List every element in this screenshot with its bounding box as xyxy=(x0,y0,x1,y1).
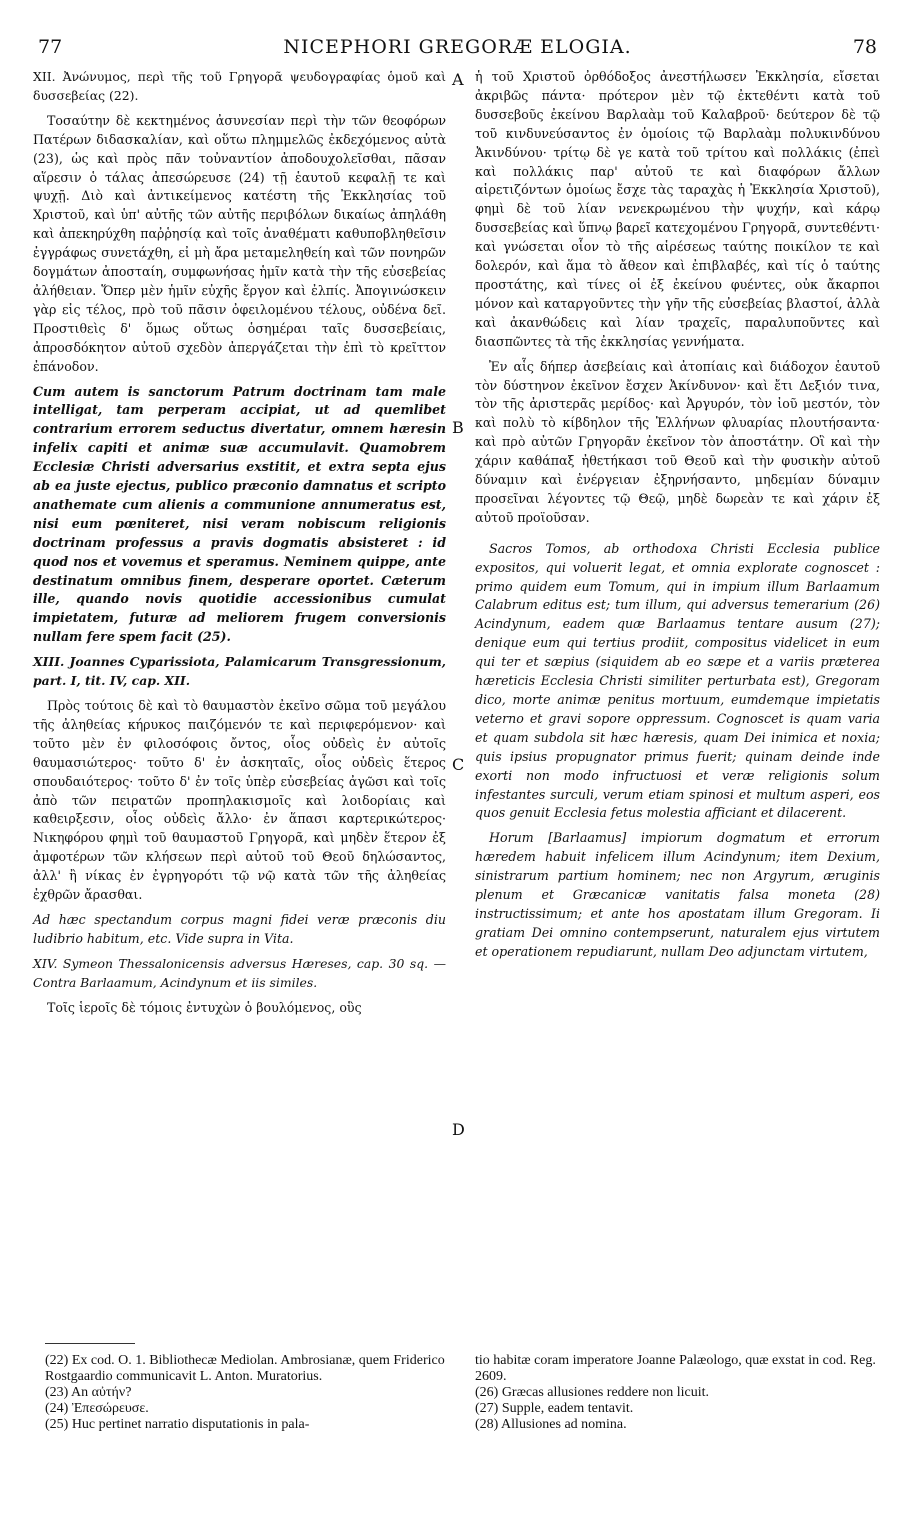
right-greek-paragraph-2: Ἐν αἷς δήπερ ἀσεβείαις καὶ ἀτοπίαις καὶ διάδοχον ἑαυτοῦ τὸν δύστηνον ἐκεῖνον ἔσχεν Ἀκίνδυνον· καὶ ἔτι Δεξιόν τινα, τὸν τῆς ἀριστερᾶς μερίδος· καὶ Ἀργυρόν, τὸν ἰοῦ μεστόν, τὸν καὶ πολὺ τὸ κίβδηλον τῆς Ἑλλήνων φλυαρίας πλουτήσαντα· καὶ πρὸ αὐτῶν Γρηγορᾶν ἐκεῖνον τὸν ἀποστάτην. Οἳ καὶ τὴν χάριν καθάπαξ ἠθετήκασι τοῦ Θεοῦ καὶ τὴν φυσικὴν αὐτοῦ δύναμιν καὶ ἐνέργειαν ἐξηρνήσαντο, μηδεμίαν δύναμιν προσεῖναι λέγοντες τῷ Θεῷ, μηδὲ δωρεὰν τε καὶ χάριν ἐξ αὐτοῦ προϊοῦσαν. xyxy=(475,358,880,525)
right-latin-paragraph-2: Horum [Barlaamus] impiorum dogmatum et errorum hæredem habuit infelicem illum Acindynum; item Dexium, sinistrarum partium hominem; nec non Argyrum, æruginis plenum et Græcanicæ vanitatis falsa moneta (28) instructissimum; et ante hos apostatam illum Gregoram. Ii gratiam Dei omnino contempserunt, naturalem ejus virtutem et operationem repudiarunt, nullam Deo adjunctam virtutem, xyxy=(475,830,880,959)
section-14-heading: XIV. Symeon Thessalonicensis adversus Hæreses, cap. 30 sq. — Contra Barlaamum, Acindynum et iis similes. xyxy=(33,955,446,990)
footnote-rule xyxy=(45,1343,135,1344)
margin-letter-d: D xyxy=(452,1120,465,1139)
footnotes-right xyxy=(475,1353,885,1433)
section-13-greek-text: Πρὸς τούτοις δὲ καὶ τὸ θαυμαστὸν ἐκεῖνο σῶμα τοῦ μεγάλου τῆς ἀληθείας κήρυκος παιζόμενόν τε καὶ περιφερόμενον· καὶ τοῦτο μὲν ἐν φιλοσόφοις ὄντος, οἷος οὐδεὶς ἐν αὐτοῖς θαυμασιώτερος· τοῦτο δ' ἐν ἀσκηταῖς, οἷος οὐδεὶς ἕτερος σπουδαιότερος· τοῦτο δ' ἐν τοῖς ὑπὲρ εὐσεβείας ἀγῶσι καὶ τοῖς ἀπὸ τῶν πειρατῶν προπηλακισμοῖς καὶ λοιδορίαις καὶ καθειρξεσιν, οἷος οὐδεὶς ἄλλο· ἐν ἅπασι καρτερικώτερος· Νικηφόρου φημὶ τοῦ θαυμαστοῦ Γρηγορᾶ, καὶ μηδὲν ἕτερον ἐξ ἀμφοτέρων τῶν κλήσεων περὶ αὐτοῦ τοῦ Θεοῦ δηλώσαντος, ἀλλ' ἢ νίκας ἐν ἐγρηγορότι τῷ νῷ κατὰ τῶν τῆς ἀληθείας ἐχθρῶν ἄρασθαι. xyxy=(33,698,446,903)
margin-letter-c: C xyxy=(452,755,465,774)
footnote-22: (22) Ex cod. O. 1. Bibliothecæ Mediolan. Ambrosianæ, quem Friderico Rostgaardio communicavit L. Anton. Muratorius. xyxy=(45,1353,445,1384)
footnotes-left xyxy=(45,1353,450,1433)
right-latin-paragraph-1: Sacros Tomos, ab orthodoxa Christi Ecclesia publice expositos, qui voluerit legat, et omnia explorate cognoscet : primo quidem eum Tomum, qui in impium illum Barlaamum Calabrum editus est; tum illum, qui adversus temerarium (26) Acindynum, eadem quæ Barlaamus tentare ausum (27); denique eum qui tertius prodiit, compositus videlicet in eum qui ter et sæpius (siquidem ab eo sæpe et a variis præterea hæreticis Ecclesia Christi similiter perturbata est), Gregoram dico, morte animæ penitus mortuum, eumdemque impietatis veterno et gravi sopore oppressum. Cognoscet is quam varia et quam subdola sit hæc hæresis, quam Dei inimica et noxia; quis ipsius propugnator primus fuerit; quinam deinde inde exorti non modo infructuosi et veræ religionis solum infestantes surculi, verum etiam spinosi et multum asperi, eos quos genuit Ecclesia fetus molestia afficiant et dilacerent. xyxy=(475,540,880,821)
footnote-25: (25) Huc pertinet narratio disputationis in pala- xyxy=(45,1417,310,1432)
margin-letter-a: A xyxy=(452,70,464,89)
section-12-latin-text: Cum autem is sanctorum Patrum doctrinam tam male intelligat, tam perperam accipiat, ut ad quemlibet contrarium errorem seductus divertatur, omnem hæresin infelix capiti et animæ suæ accumulavit. Quamobrem Ecclesiæ Christi adversarius exstitit, et extra septa ejus ab ea juste ejectus, publico præconio damnatus et scripto anathemate cum alienis a communione annumeratus est, nisi eum pœniteret, nisi veram nobiscum religionis doctrinam professus a pravis dogmatis absisteret : id quod nos et vovemus et speramus. Neminem quippe, ante destinatum omnibus finem, desperare oportet. Cæterum ille, quando novis quotidie accessionibus cumulat impietatem, futuræ ad meliorem frugem conversionis nullam fere spem facit (25). xyxy=(33,383,446,645)
left-column xyxy=(33,68,446,1024)
section-14-greek-text: Τοῖς ἱεροῖς δὲ τόμοις ἐντυχὼν ὁ βουλόμενος, οὓς xyxy=(47,999,362,1015)
right-column xyxy=(475,68,880,968)
section-12-greek-text: Τοσαύτην δὲ κεκτημένος ἀσυνεσίαν περὶ τὴν τῶν θεοφόρων Πατέρων διδασκαλίαν, καὶ οὕτω πλημμελῶς ἐκδεχόμενος αὐτὰ (23), ὡς καὶ πρὸς πᾶν τοὐναντίον ἀποδουχολεῖσθαι, πᾶσαν αἵρεσιν ὁ τάλας ἀπεσώρευσε (24) τῇ ἑαυτοῦ κεφαλῇ τε καὶ ψυχῇ. Διὸ καὶ ἀντικείμενος κατέστη τῆς Ἐκκλησίας τοῦ Χριστοῦ, καὶ ὑπ' αὐτῆς τῶν αὐτῆς περιβόλων δικαίως ἀπηλάθη καὶ ἀπεκηρύχθη παῤῥησίᾳ καὶ τοῖς ἀναθέματι καθυποβληθεῖσιν ἐγγράφως συνετάχθη, εἰ μὴ ἄρα μεταμεληθείη καὶ τῶν πονηρῶν δογμάτων ἀποσταίη, συμφωνήσας ἡμῖν κατὰ τὴν τῆς εὐσεβείας ἀλήθειαν. Ὅπερ μὲν ἡμῖν εὐχῆς ἔργον καὶ ἐλπίς. Ἀπογινώσκειν γὰρ εἰς τέλος, πρὸ τοῦ πᾶσιν ὀφειλομένου τέλους, οὐδένα δεῖ. Προστιθεὶς δ' ὅμως οὕτως ὁσημέραι ταῖς δυσσεβείαις, ἀπροσδόκητον αὐτοῦ σχεδὸν ἀπεργάζεται τὴν ἐπὶ τὸ κρεῖττον ἐπάνοδον. xyxy=(33,112,446,374)
footnote-27: (27) Supple, eadem tentavit. xyxy=(475,1401,634,1416)
footnote-23: (23) An αὐτήν? xyxy=(45,1385,132,1400)
running-title: NICEPHORI GREGORÆ ELOGIA. xyxy=(283,36,632,58)
margin-letter-b: B xyxy=(452,418,464,437)
section-12-heading: XII. Ἀνώνυμος, περὶ τῆς τοῦ Γρηγορᾶ ψευδογραφίας ὁμοῦ καὶ δυσσεβείας (22). xyxy=(33,69,446,103)
right-greek-paragraph-1: ἡ τοῦ Χριστοῦ ὀρθόδοξος ἀνεστήλωσεν Ἐκκλησία, εἴσεται ἀκριβῶς πάντα· πρότερον μὲν τῷ ἐκτεθέντι κατὰ τοῦ δυσσεβοῦς ἐκείνου Βαρλαὰμ τοῦ Καλαβροῦ· δεύτερον δὲ τῷ τοῦ κινδυνεύσαντος ἐν ὁμοίοις τῷ Βαρλαὰμ πολυκινδύνου Ἀκινδύνου· τρίτῳ δὲ γε κατὰ τοῦ τρίτου καὶ πολλάκις (ἐπεὶ καὶ πολλάκις παρ' αὐτοῦ τε καὶ διαφόρων ἄλλων αἱρετιζόντων ὁμοίως ἔσχε τὰς ταραχὰς ἡ Ἐκκλησία Χριστοῦ), φημὶ δὲ τοῦ λίαν νενεκρωμένου τὴν ψυχήν, καὶ κάρῳ δυσσεβείας καὶ ὕπνῳ βαρεῖ κατεχομένου Γρηγορᾶ, συντεθέντι· καὶ γνώσεται οἷον τὸ τῆς αἱρέσεως ταύτης ποικίλον τε καὶ δολερόν, καὶ ἅμα τὸ ἄθεον καὶ ἐπιβλαβές, καὶ τίς ὁ ταύτης προστάτης, καὶ τίνες οἱ ἐξ ἐκείνου φυέντες, οὐκ ἄκαρποι μόνον καὶ καταργοῦντες τὴν γῆν τῆς εὐσεβείας βλαστοί, ἀλλὰ καὶ ἀκανθώδεις καὶ λίαν τραχεῖς, παραλυποῦντες καὶ διασπῶντες τὰ τῆς ἐκκλησίας γεννήματα. xyxy=(475,69,880,349)
page-number-right: 78 xyxy=(852,36,877,58)
footnote-25-continued: tio habitæ coram imperatore Joanne Palæologo, quæ exstat in cod. Reg. 2609. xyxy=(475,1353,876,1384)
section-13-latin-text: Ad hæc spectandum corpus magni fidei veræ præconis diu ludibrio habitum, etc. Vide supra in Vita. xyxy=(33,911,446,946)
footnote-26: (26) Græcas allusiones reddere non licuit. xyxy=(475,1385,710,1400)
page-header xyxy=(30,32,885,62)
section-13-heading: XIII. Joannes Cyparissiota, Palamicarum Transgressionum, part. I, tit. IV, cap. XII. xyxy=(33,654,446,689)
footnote-24: (24) Ἐπεσώρευσε. xyxy=(45,1401,149,1416)
footnote-28: (28) Allusiones ad nomina. xyxy=(475,1417,627,1432)
page-number-left: 77 xyxy=(38,36,63,58)
